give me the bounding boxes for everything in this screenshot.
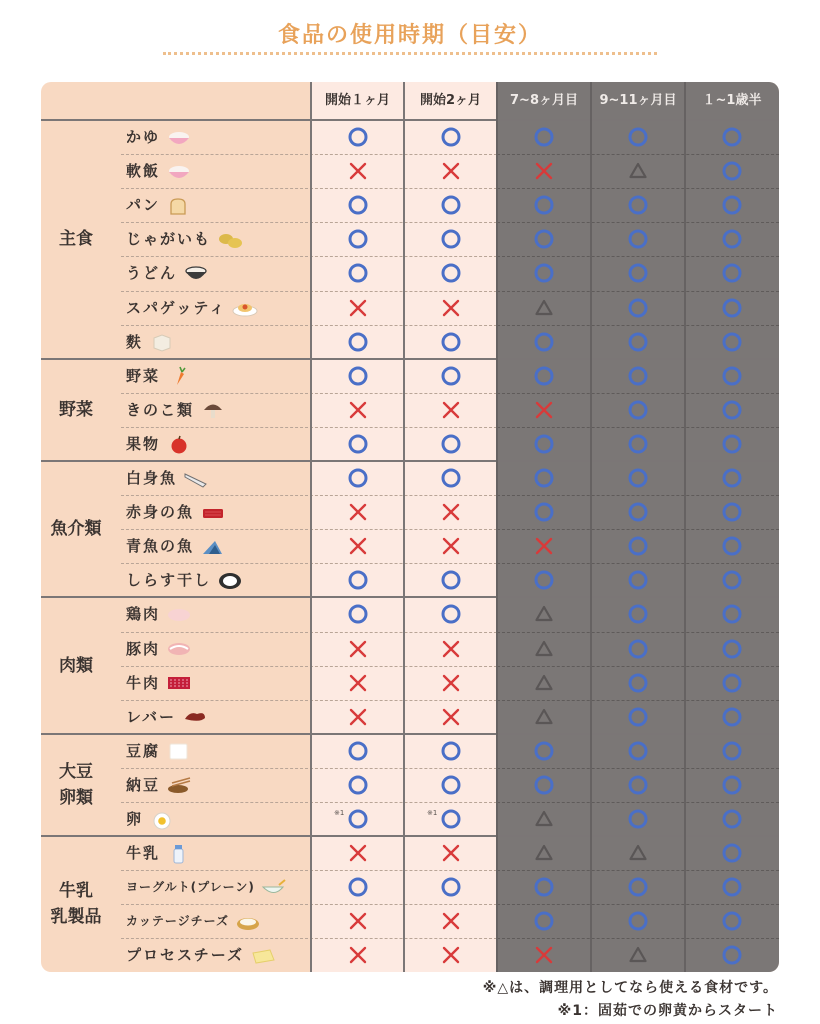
food-item-label: しらす干し: [126, 571, 212, 590]
food-item-label: 豚肉: [126, 639, 161, 658]
cross-mark: [347, 910, 369, 932]
cross-mark: [347, 399, 369, 421]
circle-mark: [440, 126, 462, 148]
food-item-label: レバー: [126, 707, 176, 726]
circle-mark: [347, 194, 369, 216]
circle-mark: [533, 569, 555, 591]
circle-mark: [721, 569, 743, 591]
triangle-mark: [533, 842, 555, 864]
food-item-label: プロセスチーズ: [126, 946, 244, 965]
row-divider: [121, 188, 497, 189]
food-item-row: [126, 365, 192, 387]
circle-mark: [721, 399, 743, 421]
row-divider: [497, 495, 779, 496]
triangle-mark: [533, 603, 555, 625]
circle-mark: [721, 126, 743, 148]
food-item-row: [126, 228, 243, 250]
circle-mark: [627, 501, 649, 523]
food-item-label: かゆ: [126, 128, 161, 147]
food-item-row: [126, 944, 276, 966]
circle-mark: [533, 262, 555, 284]
food-item-row: [126, 501, 226, 523]
food-item-label: カッテージチーズ: [126, 914, 230, 929]
food-item-row: [126, 467, 209, 489]
circle-mark: [440, 331, 462, 353]
row-divider: [497, 222, 779, 223]
row-divider: [497, 256, 779, 257]
yogurt-icon: [261, 878, 287, 898]
cross-mark: [440, 638, 462, 660]
circle-mark: [721, 467, 743, 489]
tuna-icon: [200, 503, 226, 523]
row-divider: [121, 393, 497, 394]
group-divider: [41, 733, 779, 735]
page-title: 食品の使用時期（目安）: [277, 23, 542, 48]
circle-mark: [347, 228, 369, 250]
food-item-row: [126, 399, 226, 421]
cross-mark: [347, 501, 369, 523]
cross-mark: [440, 399, 462, 421]
circle-mark: [440, 433, 462, 455]
row-divider: [121, 700, 497, 701]
circle-mark: [627, 262, 649, 284]
row-divider: [497, 325, 779, 326]
circle-mark: [721, 808, 743, 830]
circle-mark: [533, 501, 555, 523]
food-item-row: [126, 910, 261, 932]
udon-bowl-icon: [183, 264, 209, 284]
category-label: 肉類: [59, 655, 93, 676]
category-label: 野菜: [59, 399, 93, 420]
cross-mark: [440, 842, 462, 864]
row-divider: [497, 870, 779, 871]
food-item-label: 赤身の魚: [126, 503, 195, 522]
category-label: 大豆 卵類: [59, 761, 93, 808]
food-item-row: [126, 160, 192, 182]
circle-mark: [627, 365, 649, 387]
row-divider: [121, 632, 497, 633]
circle-mark: [627, 706, 649, 728]
circle-mark: [627, 910, 649, 932]
footnote-triangle: ※△は、調理用としてなら使える食材です。: [482, 980, 778, 996]
circle-mark: [347, 808, 369, 830]
mackerel-icon: [200, 537, 226, 557]
circle-mark: [721, 740, 743, 762]
column-divider: [310, 82, 312, 972]
circle-mark: [533, 740, 555, 762]
row-divider: [497, 427, 779, 428]
circle-mark: [721, 228, 743, 250]
row-divider: [121, 154, 497, 155]
food-item-label: 白身魚: [126, 469, 178, 488]
food-item-label: うどん: [126, 264, 178, 283]
circle-mark: [721, 910, 743, 932]
pork-meat-icon: [166, 639, 192, 659]
circle-mark: [440, 365, 462, 387]
food-item-label: きのこ類: [126, 400, 195, 419]
category-label: 主食: [59, 229, 93, 250]
cross-mark: [440, 672, 462, 694]
rice-bowl-icon: [166, 128, 192, 148]
circle-mark: [721, 944, 743, 966]
circle-mark: [533, 194, 555, 216]
food-item-label: 麩: [126, 332, 144, 351]
bread-icon: [166, 196, 192, 216]
group-divider: [41, 596, 779, 598]
circle-mark: [721, 297, 743, 319]
circle-mark: [440, 774, 462, 796]
circle-mark: [721, 501, 743, 523]
food-item-label: スパゲッティ: [126, 298, 227, 317]
food-item-row: [126, 706, 208, 728]
circle-mark: [721, 331, 743, 353]
circle-mark: [627, 603, 649, 625]
circle-mark: [721, 842, 743, 864]
column-header: 9~11ヶ月目: [599, 93, 677, 108]
circle-mark: [627, 467, 649, 489]
row-divider: [121, 666, 497, 667]
food-item-row: [126, 740, 192, 762]
circle-mark: [627, 194, 649, 216]
triangle-mark: [533, 706, 555, 728]
milk-bottle-icon: [166, 844, 192, 864]
cross-mark: [347, 672, 369, 694]
row-divider: [497, 700, 779, 701]
row-divider: [497, 666, 779, 667]
food-item-row: [126, 126, 192, 148]
circle-mark: [627, 876, 649, 898]
circle-mark: [627, 433, 649, 455]
circle-mark: [347, 774, 369, 796]
circle-mark: [347, 603, 369, 625]
circle-mark: [440, 228, 462, 250]
circle-mark: [627, 672, 649, 694]
circle-mark: [347, 433, 369, 455]
carrot-icon: [166, 366, 192, 386]
circle-mark: [533, 365, 555, 387]
category-label: 魚介類: [50, 519, 102, 540]
food-item-label: 卵: [126, 810, 144, 829]
row-divider: [497, 393, 779, 394]
food-item-label: パン: [126, 196, 161, 215]
category-label: 牛乳 乳製品: [50, 881, 102, 928]
food-item-row: [126, 331, 175, 353]
group-divider: [41, 460, 779, 462]
food-item-label: 果物: [126, 434, 161, 453]
row-divider: [121, 256, 497, 257]
row-divider: [497, 904, 779, 905]
circle-mark: [721, 194, 743, 216]
header-divider: [41, 119, 779, 121]
food-item-row: [126, 842, 192, 864]
circle-mark: [533, 228, 555, 250]
circle-mark: [627, 297, 649, 319]
cross-mark: [347, 638, 369, 660]
circle-mark: [440, 262, 462, 284]
processed-cheese-icon: [250, 946, 276, 966]
triangle-mark: [627, 842, 649, 864]
circle-mark: [627, 638, 649, 660]
row-divider: [497, 802, 779, 803]
food-item-label: 牛肉: [126, 673, 161, 692]
food-item-row: [126, 876, 287, 898]
circle-mark: [533, 331, 555, 353]
cross-mark: [347, 535, 369, 557]
food-item-label: 鶏肉: [126, 605, 161, 624]
food-item-label: 牛乳: [126, 844, 161, 863]
circle-mark: [721, 774, 743, 796]
cross-mark: [440, 944, 462, 966]
food-item-row: [126, 603, 192, 625]
circle-mark: [627, 808, 649, 830]
footnote-marker: ※1: [334, 809, 345, 818]
food-item-label: 納豆: [126, 775, 161, 794]
circle-mark: [627, 126, 649, 148]
row-divider: [497, 154, 779, 155]
food-timing-table: [41, 82, 779, 972]
cross-mark: [440, 706, 462, 728]
group-divider: [41, 358, 779, 360]
food-item-row: [126, 808, 175, 830]
row-divider: [497, 291, 779, 292]
circle-mark: [533, 467, 555, 489]
circle-mark: [440, 808, 462, 830]
row-divider: [497, 768, 779, 769]
row-divider: [121, 563, 497, 564]
row-divider: [497, 938, 779, 939]
egg-icon: [149, 810, 175, 830]
food-item-label: じゃがいも: [126, 230, 212, 249]
triangle-mark: [533, 638, 555, 660]
circle-mark: [721, 535, 743, 557]
row-divider: [121, 291, 497, 292]
food-item-row: [126, 569, 243, 591]
row-divider: [121, 904, 497, 905]
food-item-row: [126, 433, 192, 455]
circle-mark: [440, 569, 462, 591]
circle-mark: [440, 603, 462, 625]
tofu-icon: [166, 741, 192, 761]
row-divider: [121, 870, 497, 871]
food-item-label: 豆腐: [126, 741, 161, 760]
potato-icon: [217, 230, 243, 250]
cross-mark: [440, 297, 462, 319]
circle-mark: [721, 433, 743, 455]
cross-mark: [440, 910, 462, 932]
triangle-mark: [533, 808, 555, 830]
circle-mark: [440, 467, 462, 489]
circle-mark: [721, 365, 743, 387]
footnote-egg: ※1：固茹での卵黄からスタート: [557, 1003, 778, 1019]
circle-mark: [533, 910, 555, 932]
circle-mark: [440, 194, 462, 216]
spaghetti-plate-icon: [232, 298, 258, 318]
fu-cube-icon: [149, 332, 175, 352]
circle-mark: [533, 876, 555, 898]
circle-mark: [347, 876, 369, 898]
cottage-cheese-icon: [235, 912, 261, 932]
row-divider: [121, 495, 497, 496]
circle-mark: [721, 672, 743, 694]
mushroom-icon: [200, 400, 226, 420]
cross-mark: [533, 535, 555, 557]
cross-mark: [533, 160, 555, 182]
food-item-row: [126, 672, 192, 694]
group-divider: [41, 835, 779, 837]
circle-mark: [533, 433, 555, 455]
chicken-meat-icon: [166, 605, 192, 625]
circle-mark: [440, 876, 462, 898]
beef-meat-icon: [166, 673, 192, 693]
footnote-marker: ※1: [427, 809, 438, 818]
circle-mark: [347, 365, 369, 387]
food-item-row: [126, 535, 226, 557]
circle-mark: [721, 638, 743, 660]
column-divider: [684, 82, 686, 972]
title-dotted-underline: [163, 52, 657, 55]
apple-icon: [166, 434, 192, 454]
circle-mark: [721, 706, 743, 728]
cross-mark: [347, 842, 369, 864]
circle-mark: [347, 740, 369, 762]
cross-mark: [440, 501, 462, 523]
circle-mark: [347, 331, 369, 353]
circle-mark: [440, 740, 462, 762]
food-item-label: 野菜: [126, 366, 161, 385]
row-divider: [121, 427, 497, 428]
row-divider: [497, 632, 779, 633]
food-item-row: [126, 297, 258, 319]
food-item-label: 軟飯: [126, 162, 161, 181]
white-fish-icon: [183, 469, 209, 489]
circle-mark: [627, 569, 649, 591]
column-header: 7~8ヶ月目: [510, 93, 578, 108]
cross-mark: [533, 944, 555, 966]
circle-mark: [721, 603, 743, 625]
circle-mark: [347, 262, 369, 284]
food-item-label: ヨーグルト(プレーン): [126, 880, 255, 895]
circle-mark: [627, 774, 649, 796]
food-item-row: [126, 638, 192, 660]
row-divider: [497, 188, 779, 189]
cross-mark: [347, 160, 369, 182]
cross-mark: [347, 706, 369, 728]
row-divider: [121, 529, 497, 530]
circle-mark: [347, 467, 369, 489]
row-divider: [121, 768, 497, 769]
row-divider: [497, 563, 779, 564]
circle-mark: [721, 160, 743, 182]
circle-mark: [347, 126, 369, 148]
cross-mark: [440, 160, 462, 182]
row-divider: [121, 325, 497, 326]
food-item-label: 青魚の魚: [126, 537, 195, 556]
circle-mark: [627, 228, 649, 250]
natto-icon: [166, 775, 192, 795]
cross-mark: [533, 399, 555, 421]
column-header: 開始2ヶ月: [419, 93, 482, 108]
cross-mark: [347, 297, 369, 319]
triangle-mark: [627, 944, 649, 966]
column-divider: [496, 82, 498, 972]
triangle-mark: [533, 297, 555, 319]
circle-mark: [533, 126, 555, 148]
shirasu-plate-icon: [217, 571, 243, 591]
circle-mark: [721, 262, 743, 284]
circle-mark: [533, 774, 555, 796]
triangle-mark: [533, 672, 555, 694]
food-item-row: [126, 194, 192, 216]
circle-mark: [627, 399, 649, 421]
row-divider: [497, 529, 779, 530]
cross-mark: [440, 535, 462, 557]
cross-mark: [347, 944, 369, 966]
column-divider: [403, 82, 405, 972]
row-divider: [121, 222, 497, 223]
circle-mark: [721, 876, 743, 898]
column-header: １~1歳半: [702, 93, 762, 108]
column-header: 開始１ヶ月: [324, 93, 390, 108]
liver-icon: [182, 707, 208, 727]
rice-bowl-icon: [166, 162, 192, 182]
row-divider: [121, 938, 497, 939]
circle-mark: [627, 331, 649, 353]
food-item-row: [126, 262, 209, 284]
column-divider: [590, 82, 592, 972]
triangle-mark: [627, 160, 649, 182]
row-divider: [121, 802, 497, 803]
circle-mark: [627, 740, 649, 762]
food-item-row: [126, 774, 192, 796]
circle-mark: [627, 535, 649, 557]
circle-mark: [347, 569, 369, 591]
